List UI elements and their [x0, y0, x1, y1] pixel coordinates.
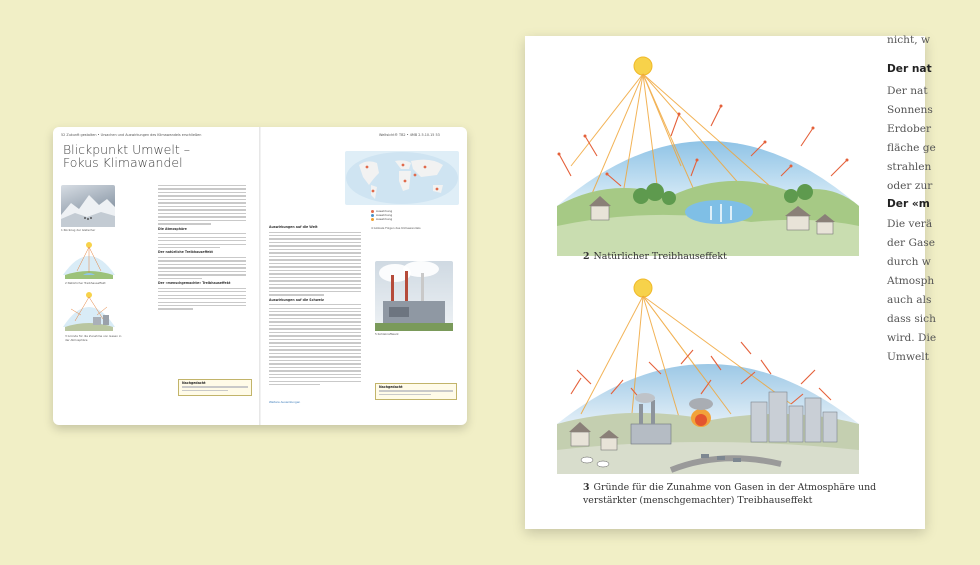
body-line-10: durch w	[887, 256, 931, 268]
spread-title-line2: Fokus Klimawandel	[63, 155, 183, 170]
illustration-natural-greenhouse-effect	[551, 56, 865, 256]
body-line-4: Erdober	[887, 123, 932, 135]
photo-caption: 5 Kohlekraftwerk	[375, 332, 399, 336]
mini-greenhouse-illustration-human	[61, 291, 117, 333]
left-running-head: 52 Zukunft gestalten • Ursachen und Auswirkungen des Klimawandels erschließen	[61, 133, 202, 137]
mini-greenhouse-illustration-natural	[61, 241, 117, 281]
caption-fig3-line2: verstärkter (menschgemachter) Treibhauseffekt	[583, 495, 813, 506]
power-plant-photo	[375, 261, 453, 331]
body-line-11: Atmosph	[887, 275, 935, 287]
right-running-head: Weltsicht® TB2 • 4MB 2.5.10.15 53	[379, 133, 440, 137]
body-line-8: Die verä	[887, 218, 933, 230]
body-line-5: fläche ge	[887, 142, 936, 154]
spread-right-page	[261, 127, 467, 425]
head-human-effect: Der «menschgemachte» Treibhauseffekt	[158, 281, 231, 286]
head-switzerland: Auswirkungen auf die Schweiz	[269, 297, 324, 302]
head-atmosphere: Die Atmosphäre	[158, 226, 187, 231]
head-world: Auswirkungen auf die Welt	[269, 225, 318, 229]
large-page	[525, 34, 937, 529]
body-line-1: nicht, w	[887, 34, 931, 46]
section-heading-natural: Der nat	[887, 63, 932, 75]
caption-fig2	[583, 250, 823, 263]
caption-fig3-line1: 3 Gründe für die Zunahme von Gasen in der Atmosphäre und	[583, 482, 877, 493]
caption-fig2-number: 2	[583, 251, 590, 262]
body-line-15: Umwelt	[887, 351, 929, 363]
head-natural-effect: Der natürliche Treibhauseffekt	[158, 250, 213, 255]
book-spread-thumbnail	[53, 127, 467, 425]
spread-title-line1: Blickpunkt Umwelt –	[63, 142, 190, 157]
caption-fig2-text: Natürlicher Treibhauseffekt	[593, 251, 727, 262]
illustration-human-greenhouse-effect	[551, 274, 865, 474]
body-line-14: wird. Die	[887, 332, 937, 344]
left-text-column	[158, 185, 246, 312]
fig1-caption: 1 Rückzug der Gletscher	[61, 228, 96, 232]
body-line-9: der Gase	[887, 237, 935, 249]
body-line-7: oder zur	[887, 180, 933, 192]
note-box-right	[375, 383, 457, 400]
map-legend	[371, 209, 392, 221]
note-box-left	[178, 379, 252, 396]
body-line-13: dass sich	[887, 313, 936, 325]
body-line-12: auch als	[887, 294, 932, 306]
link-text: Weitere Auswirkungen	[269, 400, 301, 404]
section-heading-human: Der «m	[887, 198, 930, 210]
body-text-column	[887, 36, 947, 529]
map-caption: 4 Globale Folgen des Klimawandels	[371, 226, 421, 230]
legend-item-2: Auswirkung	[371, 213, 392, 217]
fig3-caption: 3 Gründe für die Zunahme von Gasen in der Atmosphäre	[65, 334, 122, 342]
body-line-2: Der nat	[887, 85, 928, 97]
legend-item-3: Auswirkung	[371, 217, 392, 221]
caption-fig3-number: 3	[583, 482, 590, 493]
spread-title	[63, 143, 253, 169]
body-line-3: Sonnens	[887, 104, 933, 116]
note-left-title: Nachgedacht	[182, 381, 206, 385]
caption-fig3	[583, 481, 883, 507]
body-line-6: strahlen	[887, 161, 932, 173]
world-map	[345, 151, 459, 205]
note-right-title: Nachgedacht	[379, 385, 403, 389]
glacier-photo	[61, 185, 115, 227]
right-text-column	[269, 223, 361, 388]
legend-item-1: Auswirkung	[371, 209, 392, 213]
spread-left-page	[53, 127, 259, 425]
fig2-caption: 2 Natürlicher Treibhauseffekt	[65, 281, 106, 285]
